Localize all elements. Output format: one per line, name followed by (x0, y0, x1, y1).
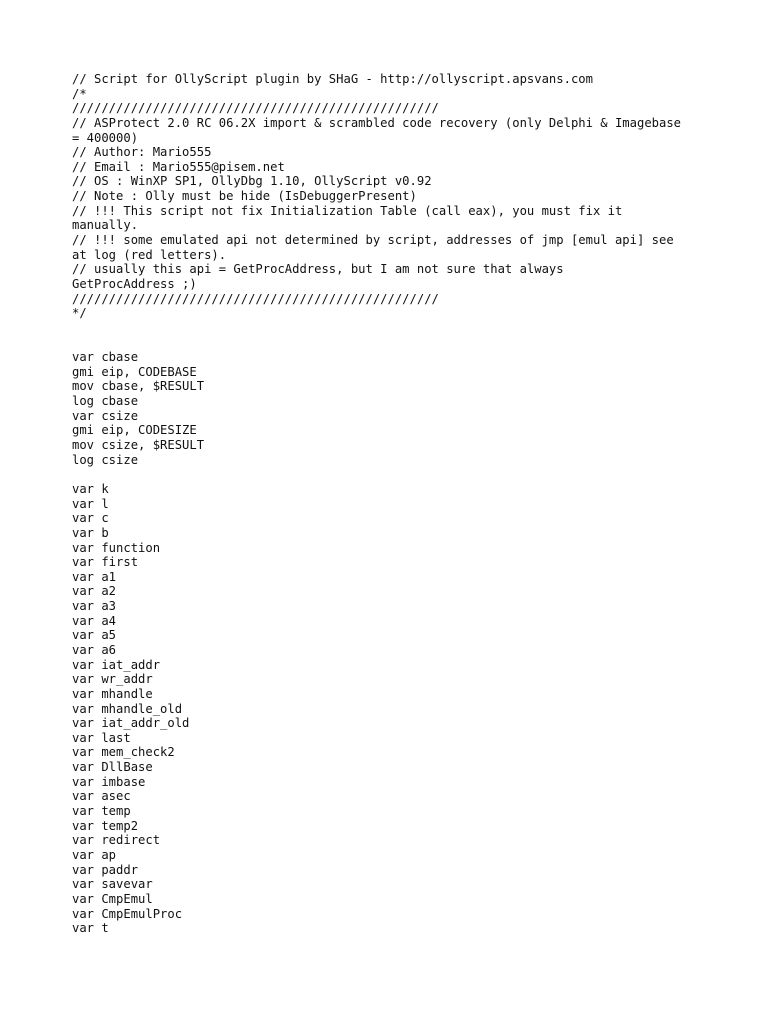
code-line: var CmpEmulProc (72, 906, 183, 921)
comment-line: */ (72, 306, 87, 321)
code-line: var mhandle (72, 686, 153, 701)
code-line: var a2 (72, 584, 117, 599)
code-line: var a3 (72, 599, 117, 614)
code-line: log cbase (72, 394, 139, 409)
code-line: var mem_check2 (72, 745, 175, 760)
comment-line: // !!! This script not fix Initialization Table (call eax), you must fix it (72, 203, 623, 218)
document-page (72, 72, 712, 936)
code-line: gmi eip, CODESIZE (72, 423, 197, 438)
comment-line: manually. (72, 218, 139, 233)
code-block-variables (72, 482, 712, 936)
code-line: var t (72, 921, 109, 936)
code-line: var iat_addr_old (72, 716, 190, 731)
code-line: var redirect (72, 833, 161, 848)
code-line: var a6 (72, 642, 117, 657)
code-line: var savevar (72, 877, 153, 892)
code-line: gmi eip, CODEBASE (72, 364, 197, 379)
code-line: var imbase (72, 774, 146, 789)
comment-line: // Author: Mario555 (72, 145, 212, 160)
comment-line: at log (red letters). (72, 247, 227, 262)
code-line: var CmpEmul (72, 891, 153, 906)
comment-line: // usually this api = GetProcAddress, but I am not sure that always (72, 262, 564, 277)
comment-line: ////////////////////////////////////////////////// (72, 291, 439, 306)
blank-line (72, 321, 712, 336)
code-block-codebase (72, 350, 712, 467)
comment-line: // !!! some emulated api not determined by script, addresses of jmp [emul api] see (72, 233, 674, 248)
comment-line: /* (72, 86, 87, 101)
comment-line: = 400000) (72, 130, 139, 145)
comment-line: ////////////////////////////////////////////////// (72, 101, 439, 116)
code-line: var first (72, 555, 139, 570)
code-line: var temp2 (72, 818, 139, 833)
comment-line: // Email : Mario555@pisem.net (72, 159, 285, 174)
code-line: var a5 (72, 628, 117, 643)
code-line: var iat_addr (72, 657, 161, 672)
comment-line: // OS : WinXP SP1, OllyDbg 1.10, OllyScript v0.92 (72, 174, 432, 189)
code-line: var l (72, 496, 109, 511)
comment-line: // Script for OllyScript plugin by SHaG - http://ollyscript.apsvans.com (72, 72, 593, 86)
code-line: var b (72, 525, 109, 540)
comment-line: // Note : Olly must be hide (IsDebuggerPresent) (72, 189, 417, 204)
comment-line: GetProcAddress ;) (72, 276, 197, 291)
code-line: var last (72, 730, 131, 745)
code-line: var cbase (72, 350, 139, 365)
code-line: var a4 (72, 613, 117, 628)
code-line: var temp (72, 804, 131, 819)
code-line: var asec (72, 789, 131, 804)
blank-line (72, 336, 712, 351)
code-line: var ap (72, 847, 117, 862)
header-comment-block (72, 72, 712, 321)
code-line: var mhandle_old (72, 701, 183, 716)
code-line: mov cbase, $RESULT (72, 379, 205, 394)
code-line: var wr_addr (72, 672, 153, 687)
code-line: var k (72, 481, 109, 496)
code-line: var paddr (72, 862, 139, 877)
code-line: var DllBase (72, 760, 153, 775)
blank-line (72, 467, 712, 482)
code-line: mov csize, $RESULT (72, 438, 205, 453)
code-line: var c (72, 511, 109, 526)
code-line: var a1 (72, 569, 117, 584)
comment-line: // ASProtect 2.0 RC 06.2X import & scrambled code recovery (only Delphi & Imagebase (72, 115, 682, 130)
code-line: var csize (72, 408, 139, 423)
code-line: var function (72, 540, 161, 555)
code-line: log csize (72, 452, 139, 467)
